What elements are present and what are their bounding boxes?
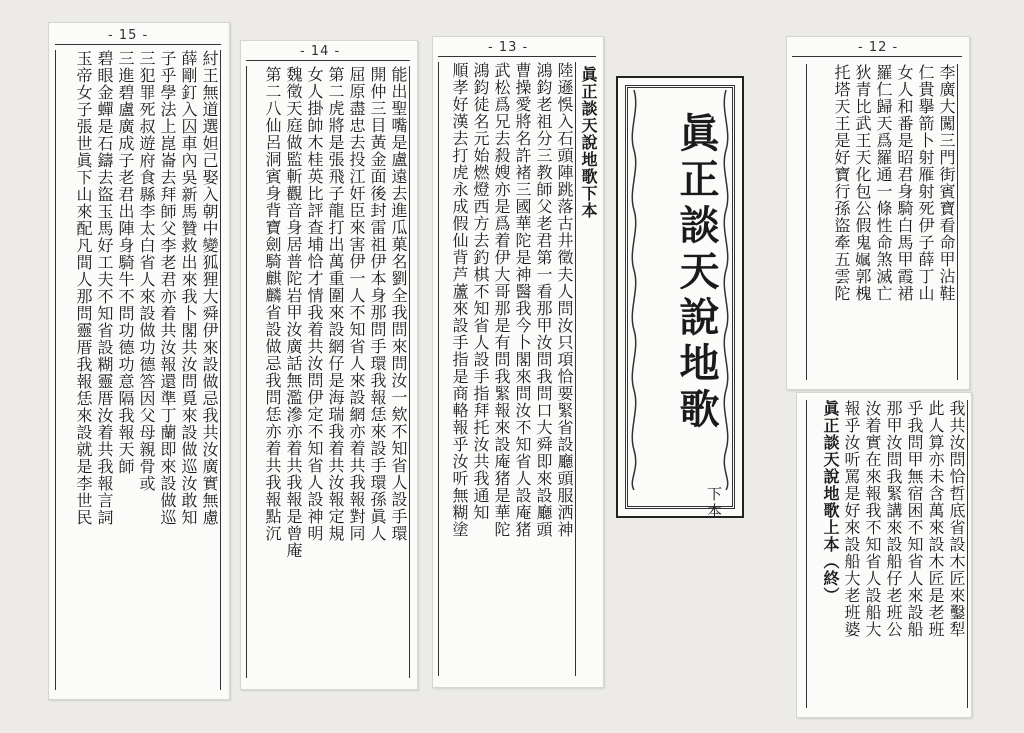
page-13-column: 鴻鈞徒名元始燃燈西方去釣棋不知省人設手指拜托汝共我通知: [471, 62, 490, 521]
page-15-column: 玉帝女子張世眞下山來配凡間人那問靈厝我報恁來設就是李世民: [74, 50, 93, 526]
title-card: [616, 76, 744, 518]
page-15-column: 碧眼金蟬是石鑄去盜玉馬好工夫不知省設糊靈厝汝着共我報言詞: [95, 50, 114, 526]
page-15-column: 紂王無道選妲己娶入朝中變狐狸大舜伊來設做忌我共汝廣實無慮: [200, 50, 219, 526]
page-12-number: 12: [868, 40, 888, 55]
page-number-12: - 12 -: [858, 40, 899, 55]
final-block-column: 我共汝問恰哲底省設木匠來鑿犁: [947, 400, 966, 638]
book-title: 眞正談天說地歌: [673, 112, 720, 434]
page-14-column: 屈原盡忠去投江奸臣來害伊一人不知省人來設網亦着共我報對同: [347, 66, 366, 542]
page-12-column: 托塔天王是好寶行孫盜牽五雲陀: [832, 64, 851, 302]
page-15-column: 三進碧盧廣成子老君出陣身騎牛不問功德功意隔我報天師: [116, 50, 135, 475]
page-15-top-rule: [55, 44, 221, 45]
page-15-columns: [55, 50, 221, 690]
page-15-number: 15: [118, 28, 138, 43]
page-14-column: 能出聖嘴是盧遠去進瓜菓名劉全我問來問汝一欸不知省人設手環: [389, 66, 408, 542]
page-number-13: - 13 -: [488, 40, 529, 55]
page-13-column: 曹操愛將名許褚三國華陀是神醫我今卜閣來問汝不知省人設庵猪: [513, 62, 532, 538]
final-block-column: 此人算亦未含萬來設木匠是老班: [926, 400, 945, 638]
page-12-column: 狄青比武王天化包公假鬼𡠟郭槐: [853, 64, 872, 302]
page-13-column: 武松爲兄去殺嫂亦是爲着伊大哥那是有問我緊報來設庵猪是華陀: [492, 62, 511, 538]
page-12-columns: [806, 64, 958, 380]
page-14-column: 開仲三目黃金面後封雷祖伊本身那問手環我報恁來設手環孫眞人: [368, 66, 387, 542]
page-15-column: 三犯罪死叔遊府食縣李太白省人來設做功德答因父母親骨或: [137, 50, 156, 492]
page-14-top-rule: [246, 60, 410, 61]
page-14-column: 第二虎將是張飛子龍打出萬重圍來設網仔是海瑞我着共汝報定規: [326, 66, 345, 542]
page-12-top-rule: [792, 56, 962, 57]
final-block-column: 那甲汝問我緊講來設船仔老班公: [884, 400, 903, 638]
page-13-top-rule: [438, 56, 596, 57]
page-12-column: 仁貴擧箭卜射雁射死伊子薛丁山: [916, 64, 935, 302]
page-14-number: 14: [310, 44, 330, 59]
final-block-column: 報乎汝听罵是好來設船大老班婆: [842, 400, 861, 638]
page-13-column: 陸遜悞入石頭陣跳落古井徵夫人問汝只項恰要緊省設廳頭服洒神: [555, 62, 574, 538]
page-12-column: 羅仁歸天爲羅通一條性命煞滅亡: [874, 64, 893, 302]
page-14-column: 魏徵天庭做監斬觀音身居普陀岩甲汝廣話無濫滲亦着共我報是曾庵: [284, 66, 303, 559]
page-number-15: - 15 -: [108, 28, 149, 43]
page-15-column: 子乎學法上崑崙去拜師父李老君亦着共汝報還準丁蘭即來設做巡: [158, 50, 177, 526]
final-block-column: 汝着實在來報我不知省人設船大: [863, 400, 882, 638]
page-13-column: 鴻鈞老祖分三教師父老君第一看那甲汝問我問口大舜即來設廳頭: [534, 62, 553, 538]
final-block-column: 乎我問甲無宿困不知省人來設船: [905, 400, 924, 638]
page-12-column: 女人和番是昭君身騎白馬甲霞裙: [895, 64, 914, 302]
page-15-column: 薛剛釘入囚車內吳新馬贊救出來我卜閣共汝問覓來設做巡汝敢知: [179, 50, 198, 526]
page-14-column: 第二八仙呂洞賓身背寶劍騎麒麟省設做忌我問恁亦着共我報點沉: [263, 66, 282, 542]
page-number-14: - 14 -: [300, 44, 341, 59]
page-14-column: 女人掛帥木桂英比評查埔恰才情我着共汝問伊定不知省人設神明: [305, 66, 324, 542]
final-block-columns: [806, 400, 968, 708]
page-13-number: 13: [498, 40, 518, 55]
book-volume: 下本: [705, 486, 723, 520]
page-14-columns: [246, 66, 410, 678]
page-12-column: 李廣大闖三門街賓寶看命甲沾鞋: [937, 64, 956, 302]
final-block-end-title: 眞正談天說地歌上本（終）: [821, 400, 840, 604]
page-13-columns: [438, 62, 576, 676]
vine-border-icon: [628, 90, 640, 490]
page-13-column: 順孝好漢去打虎永成假仙背芦蘆來設手指是商輅報乎汝听無糊塗: [450, 62, 469, 538]
page-13-side-title: 眞正談天說地歌下本: [579, 66, 598, 219]
